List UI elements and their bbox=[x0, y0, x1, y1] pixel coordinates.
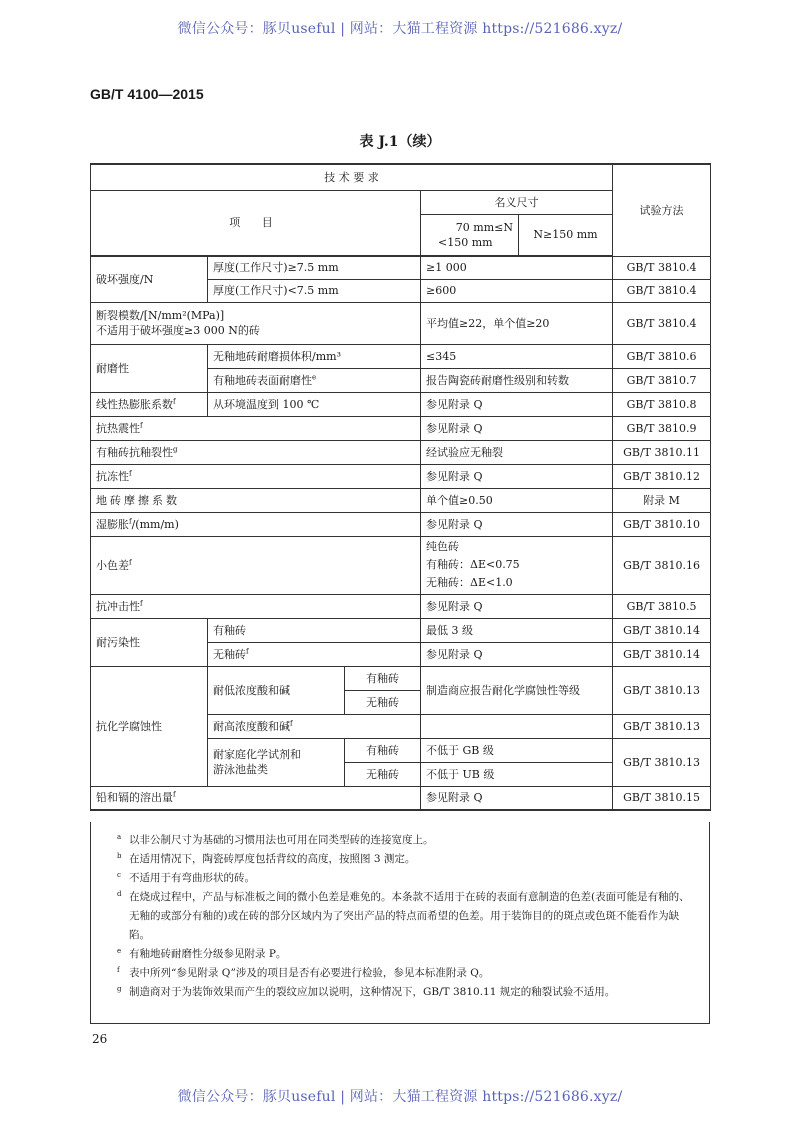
breaking-req2: ≥600 bbox=[421, 279, 613, 302]
expansion-label: 线性热膨胀系数$^f$ bbox=[91, 392, 208, 416]
spec-table bbox=[90, 163, 711, 811]
impact-label: 抗冲击性$^f$ bbox=[91, 594, 421, 618]
thermal-shock-req: 参见附录 Q bbox=[421, 416, 613, 440]
abrasion-method1: GB/T 3810.6 bbox=[613, 344, 711, 368]
item-header: 项 目 bbox=[91, 190, 421, 256]
breaking-sub2: 厚度(工作尺寸)<7.5 mm bbox=[208, 279, 421, 302]
frost-method: GB/T 3810.12 bbox=[613, 464, 711, 488]
abrasion-sub2: 有釉地砖表面耐磨性$^e$ bbox=[208, 368, 421, 392]
crazing-label: 有釉砖抗釉裂性$^g$ bbox=[91, 440, 421, 464]
expansion-sub: 从环境温度到 100 ℃ bbox=[208, 392, 421, 416]
stain-sub1: 有釉砖 bbox=[208, 618, 421, 642]
footnote-a: a 以非公制尺寸为基础的习惯用法也可用在同类型砖的连接宽度上。 bbox=[117, 833, 434, 846]
chemical-house-method: GB/T 3810.13 bbox=[613, 738, 711, 786]
impact-req: 参见附录 Q bbox=[421, 594, 613, 618]
abrasion-sub1: 无釉地砖耐磨损体积/mm³ bbox=[208, 344, 421, 368]
abrasion-req2: 报告陶瓷砖耐磨性级别和转数 bbox=[421, 368, 613, 392]
abrasion-method2: GB/T 3810.7 bbox=[613, 368, 711, 392]
lead-method: GB/T 3810.15 bbox=[613, 786, 711, 810]
expansion-req: 参见附录 Q bbox=[421, 392, 613, 416]
stain-method2: GB/T 3810.14 bbox=[613, 642, 711, 666]
footnote-e: e 有釉地砖耐磨性分级参见附录 P。 bbox=[117, 947, 287, 960]
footnote-f: f 表中所列“参见附录 Q”涉及的项目是否有必要进行检验，参见本标准附录 Q。 bbox=[117, 966, 490, 979]
friction-label: 地砖摩擦系数 bbox=[91, 488, 421, 512]
size-a-header: 70 mm≤N <150 mm bbox=[421, 214, 519, 256]
size-b-header: N≥150 mm bbox=[519, 214, 613, 256]
footnote-c: c 不适用于有弯曲形状的砖。 bbox=[117, 871, 255, 884]
color-label: 小色差$^f$ bbox=[91, 536, 421, 594]
breaking-label: 破坏强度/N bbox=[91, 256, 208, 302]
modulus-method: GB/T 3810.4 bbox=[613, 302, 711, 344]
chemical-house-req-unglazed: 不低于 UB 级 bbox=[421, 762, 613, 786]
moisture-label: 湿膨胀$^f$/(mm/m) bbox=[91, 512, 421, 536]
modulus-req: 平均值≥22，单个值≥20 bbox=[421, 302, 613, 344]
page-number: 26 bbox=[92, 1032, 108, 1046]
watermark-top: 微信公众号：豚贝useful | 网站：大猫工程资源 https://521686.xyz/ bbox=[177, 21, 623, 37]
lead-req: 参见附录 Q bbox=[421, 786, 613, 810]
crazing-method: GB/T 3810.11 bbox=[613, 440, 711, 464]
breaking-method1: GB/T 3810.4 bbox=[613, 256, 711, 279]
friction-req: 单个值≥0.50 bbox=[421, 488, 613, 512]
chemical-low-method: GB/T 3810.13 bbox=[613, 666, 711, 714]
color-req: 纯色砖 有釉砖：ΔE<0.75 无釉砖：ΔE<1.0 bbox=[421, 536, 613, 594]
tech-req-header: 技 术 要 求 bbox=[91, 164, 613, 190]
stain-req2: 参见附录 Q bbox=[421, 642, 613, 666]
watermark-bottom: 微信公众号：豚贝useful | 网站：大猫工程资源 https://521686.xyz/ bbox=[177, 1089, 623, 1105]
moisture-req: 参见附录 Q bbox=[421, 512, 613, 536]
stain-sub2: 无釉砖$^f$ bbox=[208, 642, 421, 666]
table-caption: 表 J.1（续） bbox=[359, 134, 441, 150]
lead-label: 铅和镉的溶出量$^f$ bbox=[91, 786, 421, 810]
test-method-header: 试验方法 bbox=[613, 164, 711, 256]
chemical-low-req: 制造商应报告耐化学腐蚀性等级 bbox=[421, 666, 613, 714]
chemical-high-req bbox=[421, 714, 613, 738]
breaking-sub1: 厚度(工作尺寸)≥7.5 mm bbox=[208, 256, 421, 279]
breaking-req1: ≥1 000 bbox=[421, 256, 613, 279]
stain-label: 耐污染性 bbox=[91, 618, 208, 666]
thermal-shock-method: GB/T 3810.9 bbox=[613, 416, 711, 440]
chemical-house-glazed: 有釉砖 bbox=[345, 738, 421, 762]
chemical-house: 耐家庭化学试剂和 游泳池盐类 bbox=[208, 738, 345, 786]
frost-label: 抗冻性$^f$ bbox=[91, 464, 421, 488]
frost-req: 参见附录 Q bbox=[421, 464, 613, 488]
color-method: GB/T 3810.16 bbox=[613, 536, 711, 594]
chemical-house-req-glazed: 不低于 GB 级 bbox=[421, 738, 613, 762]
chemical-label: 抗化学腐蚀性 bbox=[91, 666, 208, 786]
chemical-high-method: GB/T 3810.13 bbox=[613, 714, 711, 738]
footnotes bbox=[90, 822, 710, 1024]
chemical-low-glazed: 有釉砖 bbox=[345, 666, 421, 690]
chemical-low-unglazed: 无釉砖 bbox=[345, 690, 421, 714]
abrasion-req1: ≤345 bbox=[421, 344, 613, 368]
impact-method: GB/T 3810.5 bbox=[613, 594, 711, 618]
moisture-method: GB/T 3810.10 bbox=[613, 512, 711, 536]
stain-method1: GB/T 3810.14 bbox=[613, 618, 711, 642]
stain-req1: 最低 3 级 bbox=[421, 618, 613, 642]
thermal-shock-label: 抗热震性$^f$ bbox=[91, 416, 421, 440]
modulus-label: 断裂模数/[N/mm²(MPa)] 不适用于破坏强度≥3 000 N的砖 bbox=[91, 302, 421, 344]
footnote-d: d 在烧成过程中，产品与标准板之间的微小色差是难免的。本条款不适用于在砖的表面有意制造的色差(表面可能是有釉的、无釉的或部分有釉的)或在砖的部分区域内为了突出产品的特点而希望的色差。用于装饰目的的斑点或色斑不能看作为缺陷。 bbox=[117, 890, 690, 941]
expansion-method: GB/T 3810.8 bbox=[613, 392, 711, 416]
abrasion-label: 耐磨性 bbox=[91, 344, 208, 392]
chemical-house-unglazed: 无釉砖 bbox=[345, 762, 421, 786]
crazing-req: 经试验应无釉裂 bbox=[421, 440, 613, 464]
footnote-g: g 制造商对于为装饰效果而产生的裂纹应加以说明，这种情况下，GB/T 3810.11 规定的釉裂试验不适用。 bbox=[117, 985, 616, 998]
friction-method: 附录 M bbox=[613, 488, 711, 512]
breaking-method2: GB/T 3810.4 bbox=[613, 279, 711, 302]
footnote-b: b 在适用情况下，陶瓷砖厚度包括背纹的高度，按照图 3 测定。 bbox=[117, 852, 416, 865]
nominal-size-header: 名义尺寸 bbox=[421, 190, 613, 214]
standard-code: GB/T 4100—2015 bbox=[90, 86, 204, 102]
chemical-high: 耐高浓度酸和碱$^f$ bbox=[208, 714, 421, 738]
chemical-low: 耐低浓度酸和碱 bbox=[208, 666, 345, 714]
